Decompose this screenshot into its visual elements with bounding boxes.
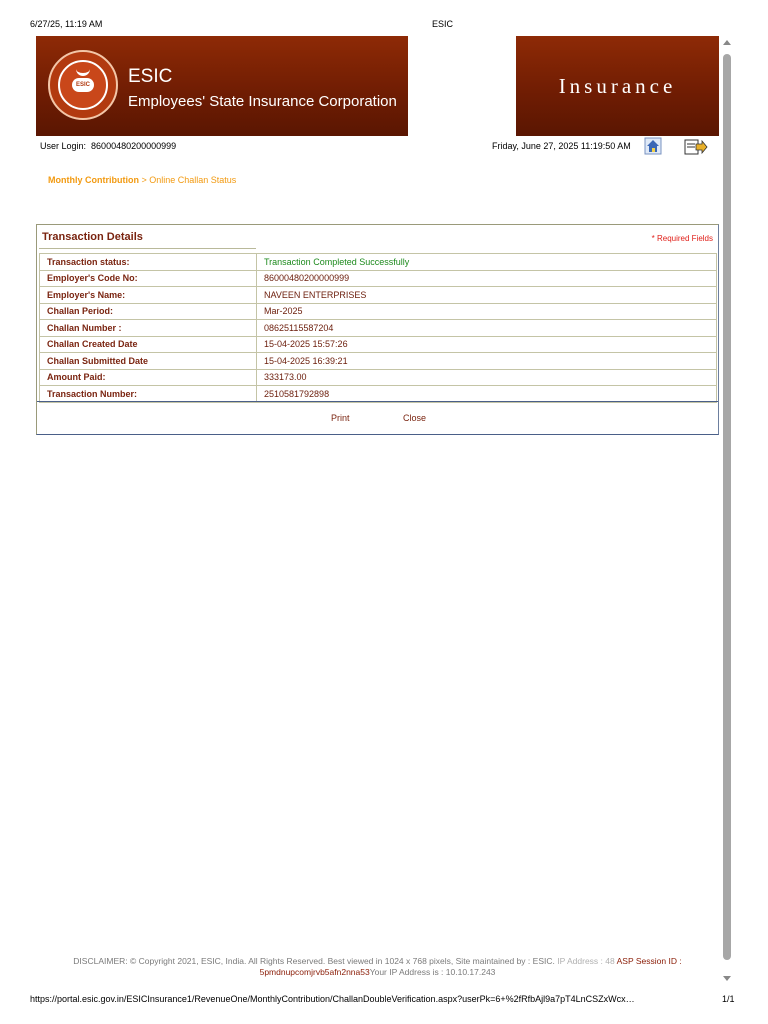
row-value: 08625115587204 xyxy=(257,320,717,337)
table-row xyxy=(40,320,717,337)
brand-name: ESIC xyxy=(128,66,173,87)
row-label: Amount Paid: xyxy=(40,369,257,386)
row-value: 15-04-2025 16:39:21 xyxy=(257,353,717,370)
row-label: Challan Submitted Date xyxy=(40,353,257,370)
row-value: 2510581792898 xyxy=(257,386,717,403)
breadcrumb-current: Online Challan Status xyxy=(149,175,237,185)
breadcrumb-parent[interactable]: Monthly Contribution xyxy=(48,175,139,185)
your-ip-address: Your IP Address is : 10.10.17.243 xyxy=(369,967,496,977)
table-row xyxy=(40,287,717,304)
table-row xyxy=(40,303,717,320)
header-banner xyxy=(36,36,408,136)
row-label: Employer's Code No: xyxy=(40,270,257,287)
row-label: Transaction status: xyxy=(40,254,257,271)
transaction-details-table xyxy=(39,253,717,403)
row-value: 333173.00 xyxy=(257,369,717,386)
brand-full-name: Employees' State Insurance Corporation xyxy=(128,93,397,110)
row-label: Transaction Number: xyxy=(40,386,257,403)
ip-address-label: IP Address : 48 xyxy=(557,956,615,966)
row-label: Employer's Name: xyxy=(40,287,257,304)
table-row xyxy=(40,336,717,353)
breadcrumb xyxy=(48,175,236,185)
breadcrumb-separator: > xyxy=(138,175,150,185)
transaction-details-panel xyxy=(36,224,719,435)
panel-title: Transaction Details xyxy=(42,231,143,243)
print-footer-url: https://portal.esic.gov.in/ESICInsurance1/RevenueOne/MonthlyContribution/ChallanDoubleVerification.aspx?userPk=6+%2fRfbAjl9a7pT4LnCSZxWcx… xyxy=(30,994,635,1004)
current-datetime: Friday, June 27, 2025 11:19:50 AM xyxy=(492,141,631,151)
home-icon[interactable] xyxy=(644,137,662,155)
print-header-title: ESIC xyxy=(432,19,454,29)
esic-logo xyxy=(48,50,118,120)
title-underline xyxy=(39,248,256,249)
row-label: Challan Created Date xyxy=(40,336,257,353)
disclaimer-text: DISCLAIMER: © Copyright 2021, ESIC, India. All Rights Reserved. Best viewed in 1024 x 768 pixels, Site maintained by : ESIC. xyxy=(73,956,555,966)
table-row xyxy=(40,369,717,386)
header-banner-right xyxy=(516,36,719,136)
scroll-down-arrow-icon[interactable] xyxy=(723,976,731,981)
scroll-thumb[interactable] xyxy=(723,54,731,960)
button-bar xyxy=(37,401,718,435)
print-footer-page: 1/1 xyxy=(722,994,735,1004)
vertical-scrollbar[interactable] xyxy=(721,36,733,986)
logo-text: ESIC xyxy=(72,78,94,92)
table-row xyxy=(40,386,717,403)
print-header-datetime: 6/27/25, 11:19 AM xyxy=(30,19,103,29)
session-id-value: 5pmdnupcomjrvb5afn2nna53 xyxy=(259,967,370,977)
row-value: Mar-2025 xyxy=(257,303,717,320)
row-value: 15-04-2025 15:57:26 xyxy=(257,336,717,353)
row-value: 86000480200000999 xyxy=(257,270,717,287)
row-label: Challan Number : xyxy=(40,320,257,337)
table-row xyxy=(40,254,717,271)
table-row xyxy=(40,270,717,287)
footer-disclaimer xyxy=(36,956,719,978)
required-fields-note: * Required Fields xyxy=(651,234,713,243)
user-login xyxy=(40,141,176,151)
transaction-status-value: Transaction Completed Successfully xyxy=(257,254,717,271)
table-row xyxy=(40,353,717,370)
print-button[interactable]: Print xyxy=(331,413,350,423)
close-button[interactable]: Close xyxy=(403,413,427,423)
insurance-word: Insurance xyxy=(558,74,677,98)
session-id-label: ASP Session ID : xyxy=(616,956,682,966)
row-value: NAVEEN ENTERPRISES xyxy=(257,287,717,304)
logout-icon[interactable] xyxy=(684,138,708,155)
user-login-value: 86000480200000999 xyxy=(91,141,177,151)
user-login-label: User Login: xyxy=(40,141,87,151)
row-label: Challan Period: xyxy=(40,303,257,320)
scroll-up-arrow-icon[interactable] xyxy=(723,40,731,45)
